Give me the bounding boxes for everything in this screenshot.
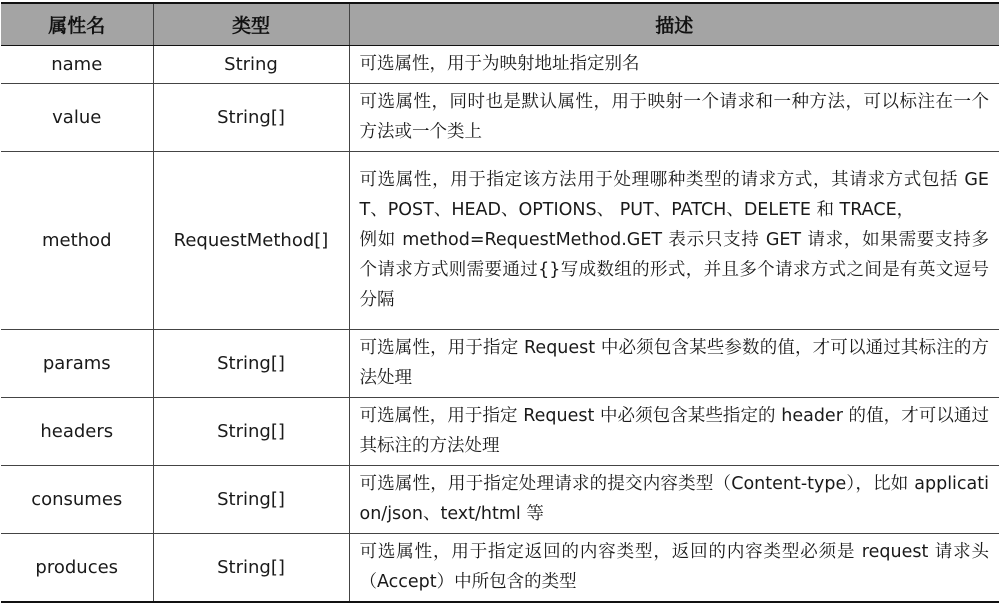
attribute-type: String[] xyxy=(153,329,349,397)
attribute-description xyxy=(349,45,999,83)
attribute-name: headers xyxy=(1,397,153,465)
attribute-name: params xyxy=(1,329,153,397)
description-line: 可选属性，用于指定 Request 中必须包含某些参数的值，才可以通过其标注的方法处理 xyxy=(359,337,989,388)
header-row xyxy=(1,3,999,45)
attribute-name: name xyxy=(1,45,153,83)
attribute-description xyxy=(349,329,999,397)
table-row xyxy=(1,329,999,397)
description-line: 例如 method=RequestMethod.GET 表示只支持 GET 请求，如果需要支持多个请求方式则需要通过{}写成数组的形式，并且多个请求方式之间是有英文逗号分隔 xyxy=(359,229,989,310)
attribute-name: method xyxy=(1,151,153,329)
attribute-type: String[] xyxy=(153,533,349,602)
attribute-type: String[] xyxy=(153,465,349,533)
attribute-type: RequestMethod[] xyxy=(153,151,349,329)
description-line: 可选属性，用于指定该方法用于处理哪种类型的请求方式，其请求方式包括 GET、POST、HEAD、OPTIONS、 PUT、PATCH、DELETE 和 TRACE， xyxy=(359,169,989,220)
table-row xyxy=(1,465,999,533)
header-name: 属性名 xyxy=(1,3,153,45)
attribute-type: String[] xyxy=(153,83,349,151)
attribute-description xyxy=(349,151,999,329)
table-row xyxy=(1,83,999,151)
table-row xyxy=(1,151,999,329)
header-type: 类型 xyxy=(153,3,349,45)
attribute-type: String xyxy=(153,45,349,83)
attribute-name: produces xyxy=(1,533,153,602)
attribute-description xyxy=(349,465,999,533)
attribute-name: consumes xyxy=(1,465,153,533)
attribute-type: String[] xyxy=(153,397,349,465)
description-line: 可选属性，用于指定 Request 中必须包含某些指定的 header 的值，才可以通过其标注的方法处理 xyxy=(359,405,989,456)
table-row xyxy=(1,533,999,602)
description-line: 可选属性，用于指定处理请求的提交内容类型（Content-type），比如 application/json、text/html 等 xyxy=(359,473,989,524)
description-line: 可选属性，用于为映射地址指定别名 xyxy=(359,53,640,74)
description-line: 可选属性，用于指定返回的内容类型，返回的内容类型必须是 request 请求头（Accept）中所包含的类型 xyxy=(359,541,989,592)
description-line: 可选属性，同时也是默认属性，用于映射一个请求和一种方法，可以标注在一个方法或一个类上 xyxy=(359,91,989,142)
attribute-description xyxy=(349,533,999,602)
attribute-description xyxy=(349,397,999,465)
table-row xyxy=(1,397,999,465)
attribute-description xyxy=(349,83,999,151)
table-header xyxy=(1,3,999,45)
header-desc: 描述 xyxy=(349,3,999,45)
attribute-name: value xyxy=(1,83,153,151)
attribute-table xyxy=(1,2,999,603)
table-row xyxy=(1,45,999,83)
